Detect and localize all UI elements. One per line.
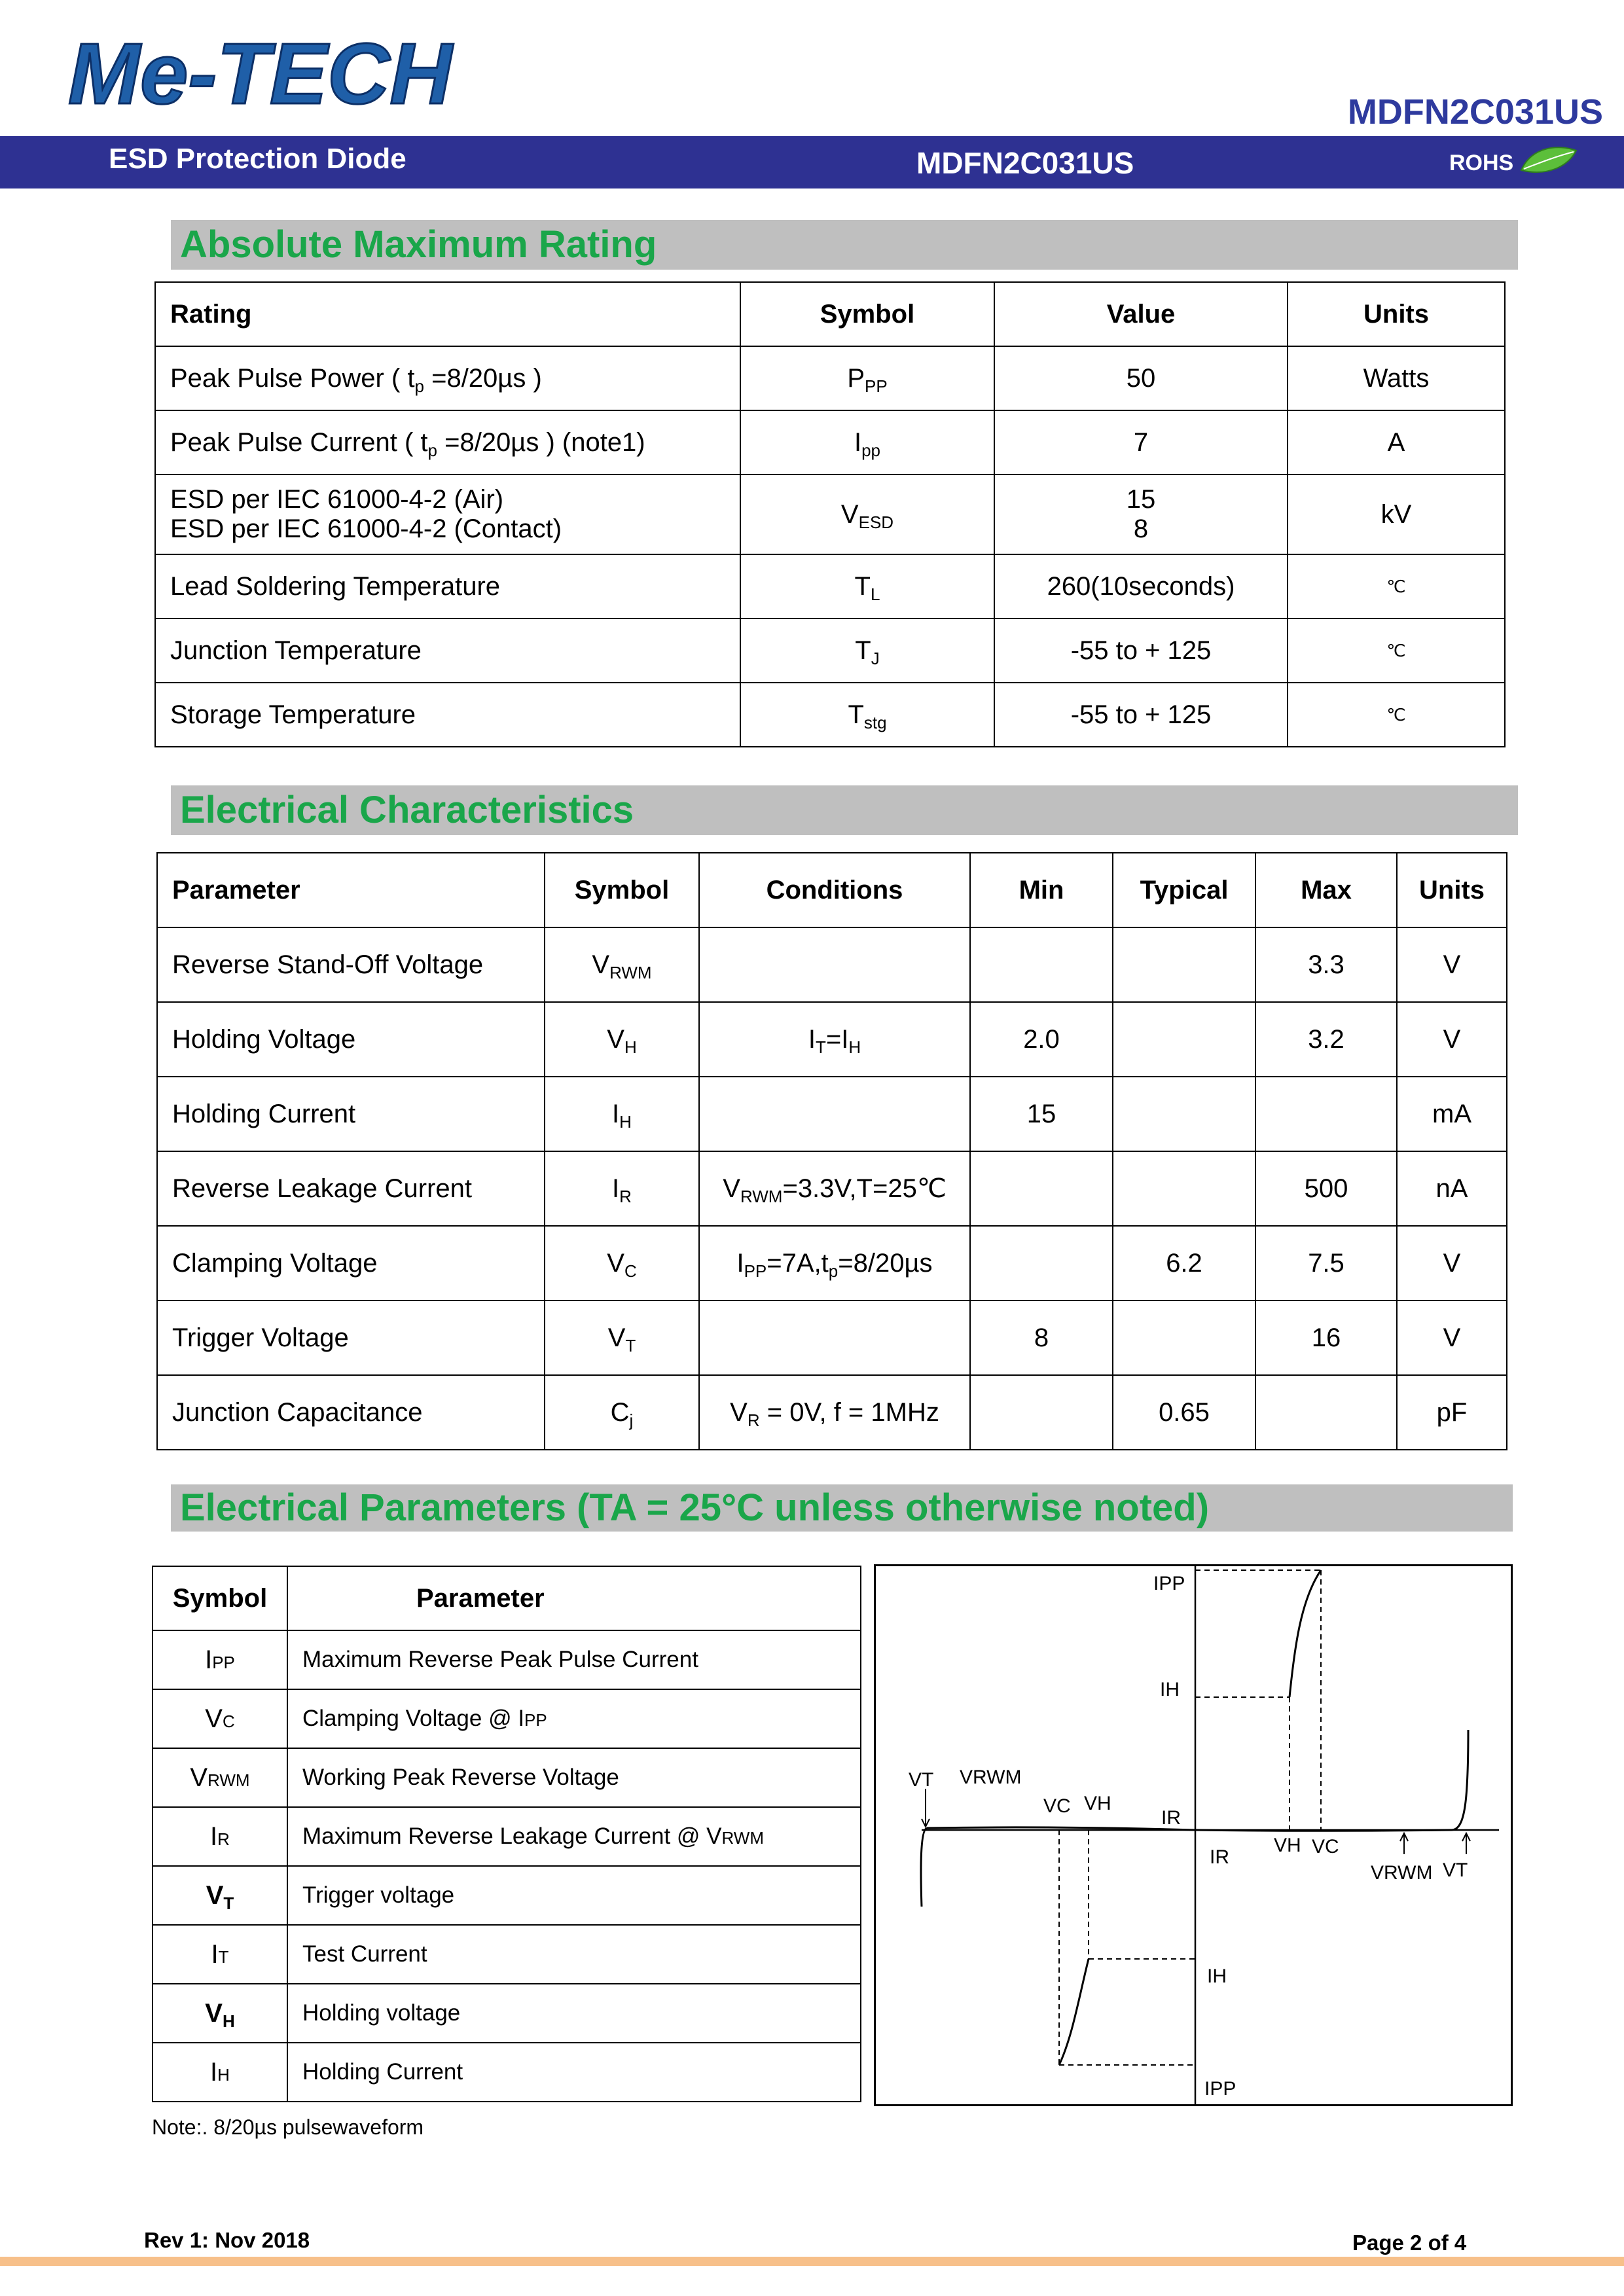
col-max: Max: [1255, 853, 1397, 927]
units-cell: ℃: [1288, 619, 1505, 683]
units-cell: A: [1288, 410, 1505, 475]
symbol-cell: $V_{ESD}$: [740, 475, 994, 554]
symbol-cell: $T_L$: [740, 554, 994, 619]
metech-logo: [65, 26, 452, 124]
table-row: [155, 619, 1505, 683]
units-cell: Watts: [1288, 346, 1505, 410]
note: Note:. 8/20µs pulsewaveform: [152, 2115, 424, 2139]
table-row: IH Holding Current: [153, 2043, 861, 2102]
value-cell: 260(10seconds): [994, 554, 1288, 619]
header-model: MDFN2C031US: [1347, 92, 1603, 132]
table-header-row: [155, 282, 1505, 346]
col-min: Min: [970, 853, 1113, 927]
bar-model: MDFN2C031US: [916, 146, 1134, 180]
table-row: $V_H$ Holding voltage: [153, 1984, 861, 2043]
ec-table: [156, 852, 1507, 1450]
col-rating: Rating: [155, 282, 740, 346]
units-cell: ℃: [1288, 683, 1505, 747]
symbol-cell: $P_{PP}$: [740, 346, 994, 410]
value-cell: 7: [994, 410, 1288, 475]
col-parameter: Parameter: [157, 853, 545, 927]
label-vh-left: VH: [1084, 1793, 1111, 1814]
rohs-leaf-icon: [1519, 144, 1579, 178]
ep-table: [152, 1566, 861, 2102]
units-cell: kV: [1288, 475, 1505, 554]
table-row: $V_T$ Trigger voltage: [153, 1866, 861, 1925]
doc-title: ESD Protection Diode: [109, 143, 406, 175]
label-ir-top: IR: [1161, 1807, 1181, 1829]
rating-cell: Peak Pulse Power ( $t_p =8/20\mu s$ ): [155, 346, 740, 410]
iv-curve-svg: [876, 1566, 1511, 2104]
symbol-cell: $T_J$: [740, 619, 994, 683]
col-symbol: Symbol: [545, 853, 699, 927]
label-vt-right: VT: [1443, 1859, 1468, 1881]
symbol-cell: $T_{stg}$: [740, 683, 994, 747]
table-row: [155, 554, 1505, 619]
col-symbol: Symbol: [153, 1566, 287, 1630]
logo-text: Me-TECH: [68, 26, 452, 122]
table-row: IPP Maximum Reverse Peak Pulse Current: [153, 1630, 861, 1689]
table-row: Trigger Voltage $V_T$ 8 16 V: [157, 1300, 1507, 1375]
table-row: VRWM Working Peak Reverse Voltage: [153, 1748, 861, 1807]
title-bar: [0, 136, 1624, 188]
table-row: [155, 346, 1505, 410]
rating-cell: Peak Pulse Current ( $t_p =8/20\mu s$ ) (note1): [155, 410, 740, 475]
col-typical: Typical: [1113, 853, 1255, 927]
amr-section-title: Absolute Maximum Rating: [171, 220, 1518, 270]
footer-divider: [0, 2257, 1624, 2266]
table-row: IR Maximum Reverse Leakage Current @ VRWM: [153, 1807, 861, 1866]
page-number: Page 2 of 4: [1352, 2231, 1467, 2255]
col-conditions: Conditions: [699, 853, 970, 927]
rating-cell: Storage Temperature: [155, 683, 740, 747]
label-ih-bottom: IH: [1207, 1965, 1227, 1987]
ec-section-title: Electrical Characteristics: [171, 785, 1518, 835]
rohs-label: ROHS: [1449, 151, 1514, 175]
label-vt-left: VT: [909, 1769, 934, 1791]
symbol-cell: $I_{pp}$: [740, 410, 994, 475]
rating-cell: Lead Soldering Temperature: [155, 554, 740, 619]
revision: Rev 1: Nov 2018: [144, 2228, 310, 2252]
rating-cell: ESD per IEC 61000-4-2 (Air) ESD per IEC 61000-4-2 (Contact): [155, 475, 740, 554]
table-header-row: [157, 853, 1507, 927]
value-cell: -55 to + 125: [994, 683, 1288, 747]
table-row: Reverse Leakage Current $I_R$ $V_{RWM}=3.3V,T=25℃$ 500 nA: [157, 1151, 1507, 1226]
units-cell: ℃: [1288, 554, 1505, 619]
iv-curve-diagram: [874, 1564, 1513, 2106]
table-header-row: [153, 1566, 861, 1630]
col-symbol: Symbol: [740, 282, 994, 346]
ep-section-title: Electrical Parameters (TA = 25°C unless otherwise noted): [171, 1484, 1513, 1532]
value-cell: 50: [994, 346, 1288, 410]
col-parameter: Parameter: [287, 1566, 861, 1630]
table-row: IT Test Current: [153, 1925, 861, 1984]
col-units: Units: [1397, 853, 1507, 927]
label-ir-bottom: IR: [1210, 1846, 1229, 1868]
table-row: VC Clamping Voltage @ IPP: [153, 1689, 861, 1748]
label-vrwm-right: VRWM: [1371, 1862, 1433, 1884]
label-vc-left: VC: [1043, 1795, 1071, 1817]
table-row: Clamping Voltage $V_C$ $I_{PP}=7A,t_p=8/20\mu s$ 6.2 7.5 V: [157, 1226, 1507, 1300]
label-ipp-bottom: IPP: [1204, 2078, 1236, 2100]
label-vrwm-left: VRWM: [960, 1767, 1022, 1788]
col-value: Value: [994, 282, 1288, 346]
table-row: [155, 475, 1505, 554]
table-row: Holding Voltage $V_H$ $I_T=I_H$ 2.0 3.2 V: [157, 1002, 1507, 1077]
value-cell: 15 8: [994, 475, 1288, 554]
label-vc-right: VC: [1312, 1836, 1339, 1857]
table-row: Junction Capacitance $C_j$ $V_R = 0V$, f = 1MHz 0.65 pF: [157, 1375, 1507, 1450]
table-row: Holding Current $I_H$ 15 mA: [157, 1077, 1507, 1151]
label-ih-top: IH: [1160, 1679, 1180, 1700]
col-units: Units: [1288, 282, 1505, 346]
rating-cell: Junction Temperature: [155, 619, 740, 683]
table-row: Reverse Stand-Off Voltage $V_{RWM}$ 3.3 V: [157, 927, 1507, 1002]
table-row: [155, 683, 1505, 747]
table-row: [155, 410, 1505, 475]
amr-table: [154, 281, 1506, 747]
label-ipp-top: IPP: [1153, 1573, 1185, 1594]
label-vh-right: VH: [1274, 1835, 1301, 1856]
value-cell: -55 to + 125: [994, 619, 1288, 683]
